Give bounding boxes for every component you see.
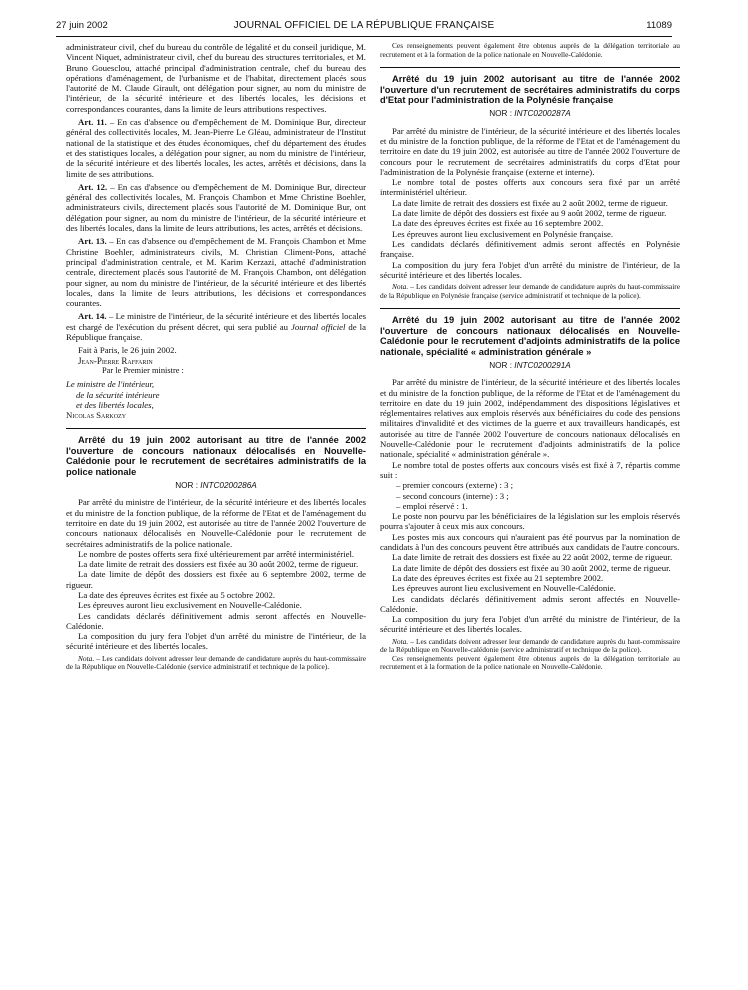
article-12 [66,182,366,233]
paragraph: La composition du jury fera l'objet d'un arrêté du ministre de l'intérieur, de la sécurité intérieure et des libertés locales. [380,614,680,635]
list-item: – emploi réservé : 1. [396,500,468,511]
article-text: – En cas d'absence ou d'empêchement de M. Dominique Bur, directeur général des collectivités locales, M. Jean-Pierre Le Gléau, administrateur de l'Institut national de la statistique et des études économiques, chef du département des études et des statistiques locales, a délégation pour signer, au nom du ministre de l'intérieur, de la sécurité intérieure et des libertés locales, les actes, arrêtés et décisions, dans la limite de ses attributions. [66,117,366,179]
section-divider [380,67,680,68]
nor-code: INTC0200291A [514,360,571,370]
paragraph: La date limite de dépôt des dossiers est fixée au 6 septembre 2002, terme de rigueur. [66,569,366,590]
paragraph: La composition du jury fera l'objet d'un arrêté du ministre de l'intérieur, de la sécurité intérieure et des libertés locales. [380,259,680,280]
article-11 [66,117,366,179]
paragraph: Les épreuves auront lieu exclusivement en Nouvelle-Calédonie. [392,583,616,594]
minister-line: et des libertés locales, [76,399,154,410]
article-label: Art. 13. [78,236,107,247]
article-13 [66,236,366,308]
minister-line: de la sécurité intérieure [76,389,160,400]
page-number: 11089 [646,20,672,31]
paragraph: Les candidats déclarés définitivement admis seront affectés en Nouvelle-Calédonie. [66,610,366,631]
nor-label: NOR : [489,360,515,370]
paragraph: Le poste non pourvu par les bénéficiaires de la législation sur les emplois réservés pourra s'ajouter à ceux mis aux concours. [380,511,680,532]
nor-reference [380,361,680,371]
paragraph: Les épreuves auront lieu exclusivement en Polynésie française. [392,228,614,239]
paragraph: Par arrêté du ministre de l'intérieur, de la sécurité intérieure et des libertés locales et du ministre de la fonction publique, de la réforme de l'Etat et de l'aménagement du territoire en date du 19 juin 2002, indépendamment des dispositions législatives et réglementaires relatives aux emplois réservés aux bénéficiaires du code des pensions militaires d'invalidité et des victimes de la guerre et aux travailleurs handicapés, est autorisée au titre de l'année 2002 l'ouverture de concours nationaux délocalisés en Nouvelle-Calédonie pour le recrutement d'adjoints administratifs de la police nationale, spécialité « administration générale ». [380,377,680,460]
article-label: Art. 14. [78,311,107,322]
decree-title: Arrêté du 19 juin 2002 autorisant au titre de l'année 2002 l'ouverture de concours nationaux délocalisés en Nouvelle-Calédonie pour le recrutement de secrétaires administratifs de la police nationale [66,435,366,477]
nor-label: NOR : [175,481,201,491]
paragraph: Le nombre de postes offerts sera fixé ultérieurement par arrêté interministériel. [78,548,355,559]
article-text: – Le ministre de l'intérieur, de la sécurité intérieure et des libertés locales est chargé de l'exécution du présent décret, qui sera publié au [66,311,366,332]
paragraph: La date des épreuves écrites est fixée au 5 octobre 2002. [78,589,276,600]
nota-paragraph: Ces renseignements peuvent également être obtenus auprès de la délégation territoriale au recrutement et à la formation de la police nationale en Nouvelle-Calédonie. [380,653,680,672]
paragraph: La date des épreuves écrites est fixée au 21 septembre 2002. [392,572,604,583]
pm-line: Par le Premier ministre : [102,365,184,375]
nota-paragraph [380,283,680,300]
minister-line: Le ministre de l'intérieur, [66,379,155,390]
journal-officiel-ref: Journal officiel [290,321,346,332]
minister-block [66,379,366,420]
header-rule [56,36,672,37]
left-column [66,42,366,672]
nota-paragraph [66,655,366,672]
nota-text: – Les candidats doivent adresser leur demande de candidature auprès du haut-commissaire de la République en Polynésie française (service administratif et technique de la police). [380,282,680,300]
done-at: Fait à Paris, le 26 juin 2002. [78,345,177,356]
nota-text: – Les candidats doivent adresser leur demande de candidature auprès du haut-commissaire de la République en Nouvelle-Calédonie (service administratif et technique de la police). [66,653,366,672]
paragraph: Les candidats déclarés définitivement admis seront affectés en Nouvelle-Calédonie. [380,593,680,614]
journal-title: JOURNAL OFFICIEL DE LA RÉPUBLIQUE FRANÇAISE [233,20,495,31]
paragraph: Le nombre total de postes offerts aux concours visés est fixé à 7, répartis comme suit : [380,459,680,480]
nota-paragraph [380,638,680,655]
right-column [380,42,680,672]
article-text: – En cas d'absence ou d'empêchement de M. Dominique Bur, directeur général des collectivités locales, M. François Chambon et Mme Christine Boehler, administrateurs civils, directement placés sous l'autorité de M. Dominique Bur, ont délégation pour signer, au nom du ministre de l'intérieur, de la sécurité intérieure et des libertés locales, dans la limite de leurs attributions, les actes, arrêtés et décisions. [66,181,366,234]
article-14 [66,311,366,342]
decree-title: Arrêté du 19 juin 2002 autorisant au titre de l'année 2002 l'ouverture d'un recrutement de secrétaires administratifs du corps d'Etat pour l'administration de la Polynésie française [380,74,680,105]
nota-label: Nota. [392,282,409,292]
paragraph: La date limite de retrait des dossiers est fixée au 2 août 2002, terme de rigueur. [392,197,668,208]
paragraph: La composition du jury fera l'objet d'un arrêté du ministre de l'intérieur, de la sécurité intérieure et des libertés locales. [66,631,366,652]
signatory: Jean-Pierre Raffarin [78,355,153,366]
nor-reference [380,109,680,119]
paragraph: Par arrêté du ministre de l'intérieur, de la sécurité intérieure et des libertés locales et du ministre de la fonction publique, de la réforme de l'Etat et de l'aménagement du territoire en date du 19 juin 2002, est autorisée au titre de l'année 2002 l'ouverture de concours pour le recrutement de secrétaires administratifs du corps d'Etat pour l'administration de la Polynésie française (externe et interne). [380,125,680,177]
article-label: Art. 11. [78,117,107,128]
paragraph: Par arrêté du ministre de l'intérieur, de la sécurité intérieure et des libertés locales et du ministre de la fonction publique, de la réforme de l'Etat et de l'aménagement du territoire en date du 19 juin 2002, est autorisée au titre de l'année 2002 l'ouverture de concours nationaux délocalisés en Nouvelle-Calédonie pour le recrutement de secrétaires administratifs de la police nationale. [66,497,366,549]
article-text: de la République française. [66,321,366,343]
minister-name: Nicolas Sarkozy [66,410,127,421]
paragraph: La date des épreuves écrites est fixée au 16 septembre 2002. [392,218,604,229]
nor-code: INTC0200286A [200,481,257,491]
nor-reference [66,481,366,491]
article-label: Art. 12. [78,181,108,192]
list-item: – premier concours (externe) : 3 ; [396,480,514,491]
paragraph: La date limite de dépôt des dossiers est fixée au 30 août 2002, terme de rigueur. [392,562,671,573]
decree-title: Arrêté du 19 juin 2002 autorisant au titre de l'année 2002 l'ouverture de concours nationaux délocalisés en Nouvelle-Calédonie pour le recrutement d'adjoints administratifs de la police nationale, spécialité « administration générale » [380,315,680,357]
paragraph: Le nombre total de postes offerts aux concours sera fixé par un arrêté interministériel ultérieur. [380,177,680,198]
paragraph: La date limite de retrait des dossiers est fixée au 22 août 2002, terme de rigueur. [392,552,673,563]
section-divider [380,308,680,309]
section-divider [66,428,366,429]
paragraph: Les postes mis aux concours qui n'auraient pas été pourvus par la nomination de candidats à l'un des concours peuvent être attribués aux candidats de l'autre concours. [380,531,680,553]
nota-paragraph: Ces renseignements peuvent également être obtenus auprès de la délégation territoriale au recrutement et à la formation de la police nationale en Nouvelle-Calédonie. [380,41,680,59]
nota-label: Nota. [392,636,409,646]
nor-code: INTC0200287A [514,109,571,119]
article-text: – En cas d'absence ou d'empêchement de M. François Chambon et Mme Christine Boehler, administrateurs civils, M. Christian Climent-Pons, attaché principal d'administration centrale, et M. Karim Kerzazi, attaché d'administration centrale, directement placés sous l'autorité de M. François Chambon, ont délégation pour signer, au nom du ministre de l'intérieur, de la sécurité intérieure et des libertés locales, dans la limite de leurs attributions, les décisions et correspondances courantes. [66,236,366,309]
list-item: – second concours (interne) : 3 ; [396,490,509,501]
page-header [56,16,672,34]
paragraph: administrateur civil, chef du bureau du contrôle de légalité et du conseil juridique, M. Vincent Niquet, administrateur civil, chef du bureau des structures territoriales, et M. Bruno Gouesclou, attaché principal d'administration centrale, chef du bureau des opérations d'aménagement, de l'urbanisme et de l'habitat, directement placés sous l'autorité de M. Claude Girault, ont délégation pour signer, au nom du ministre de l'intérieur, de la sécurité intérieure et des libertés locales, les décisions et correspondances courantes, dans la limite de leurs attributions respectives. [66,42,366,114]
post-list [380,480,680,511]
paragraph: La date limite de retrait des dossiers est fixée au 30 août 2002, terme de rigueur. [78,559,359,570]
paragraph: La date limite de dépôt des dossiers est fixée au 9 août 2002, terme de rigueur. [392,208,667,219]
nor-label: NOR : [489,109,515,119]
header-date: 27 juin 2002 [56,20,108,31]
nota-text: – Les candidats doivent adresser leur demande de candidature auprès du haut-commissaire de la République en Nouvelle-calédonie (service administratif et technique de la police). [380,636,680,655]
nota-label: Nota. [78,653,95,663]
paragraph: Les candidats déclarés définitivement admis seront affectés en Polynésie française. [380,238,680,260]
paragraph: Les épreuves auront lieu exclusivement en Nouvelle-Calédonie. [78,600,302,611]
